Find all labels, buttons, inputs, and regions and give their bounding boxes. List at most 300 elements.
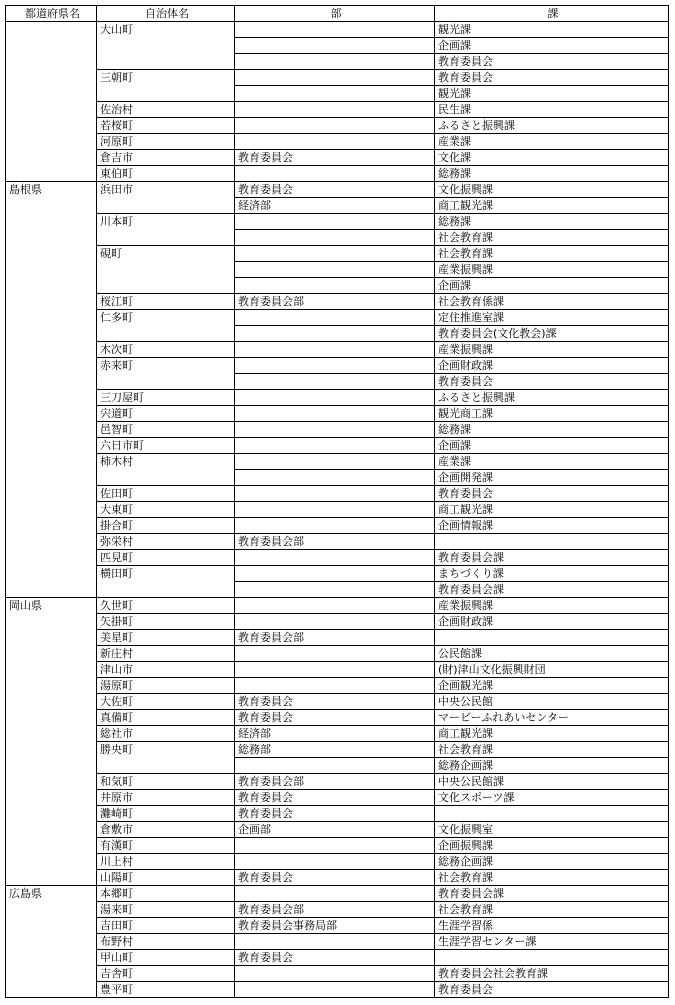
section-cell: 社会教育課 [435,246,669,262]
department-cell [235,486,435,502]
municipality-cell [97,470,235,486]
department-cell: 教育委員会部 [235,534,435,550]
section-cell: 教育委員会課 [435,886,669,902]
municipality-cell [97,278,235,294]
section-cell: 中央公民館課 [435,774,669,790]
section-cell: 教育委員会課 [435,550,669,566]
table-row [6,966,669,982]
department-cell [235,838,435,854]
section-cell: 企画振興課 [435,838,669,854]
department-cell: 教育委員会 [235,150,435,166]
table-row [6,390,669,406]
municipality-cell: 匹見町 [97,550,235,566]
table-row [6,790,669,806]
table-row [6,358,669,374]
prefecture-cell [6,662,97,678]
header-department: 部 [235,6,435,22]
municipality-cell [97,758,235,774]
municipality-cell [97,582,235,598]
prefecture-cell [6,678,97,694]
prefecture-cell [6,326,97,342]
prefecture-cell [6,166,97,182]
department-cell [235,438,435,454]
table-row [6,534,669,550]
municipality-cell: 大山町 [97,22,235,38]
department-cell [235,646,435,662]
table-row [6,630,669,646]
prefecture-cell [6,758,97,774]
department-cell [235,982,435,998]
department-cell: 教育委員会事務局部 [235,918,435,934]
department-cell: 教育委員会 [235,182,435,198]
department-cell [235,326,435,342]
municipality-cell: 真備町 [97,710,235,726]
table-row [6,22,669,38]
prefecture-cell [6,454,97,470]
municipality-cell: 浜田市 [97,182,235,198]
section-cell: 産業課 [435,134,669,150]
section-cell: 文化スポーツ課 [435,790,669,806]
section-cell: 文化振興室 [435,822,669,838]
prefecture-cell [6,550,97,566]
municipality-cell: 灘崎町 [97,806,235,822]
municipality-cell: 布野村 [97,934,235,950]
table-row [6,918,669,934]
department-cell: 教育委員会 [235,694,435,710]
section-cell: 教育委員会 [435,374,669,390]
prefecture-cell [6,518,97,534]
department-cell [235,342,435,358]
municipality-cell: 井原市 [97,790,235,806]
table-row [6,950,669,966]
prefecture-cell: 広島県 [6,886,97,902]
table-row [6,278,669,294]
table-row [6,70,669,86]
table-row [6,422,669,438]
prefecture-cell [6,278,97,294]
department-cell [235,230,435,246]
table-row [6,870,669,886]
table-row [6,118,669,134]
prefecture-cell [6,934,97,950]
table-row [6,86,669,102]
prefecture-cell [6,230,97,246]
section-cell: 観光課 [435,22,669,38]
prefecture-cell [6,790,97,806]
department-cell: 経済部 [235,726,435,742]
prefecture-cell [6,774,97,790]
department-cell [235,214,435,230]
table-row [6,502,669,518]
municipality-cell: 東伯町 [97,166,235,182]
municipality-cell [97,86,235,102]
department-cell [235,102,435,118]
table-row [6,182,669,198]
prefecture-cell [6,950,97,966]
department-cell [235,854,435,870]
prefecture-cell [6,630,97,646]
section-cell: マービーふれあいセンター [435,710,669,726]
section-cell: 社会教育課 [435,870,669,886]
prefecture-cell [6,438,97,454]
municipality-cell: 甲山町 [97,950,235,966]
table-row [6,742,669,758]
prefecture-cell [6,294,97,310]
municipality-cell: 木次町 [97,342,235,358]
section-cell: 総務課 [435,214,669,230]
section-cell: 産業振興課 [435,262,669,278]
section-cell: 総務課 [435,166,669,182]
municipality-cell: 三朝町 [97,70,235,86]
prefecture-cell [6,902,97,918]
municipality-cell [97,262,235,278]
department-cell [235,70,435,86]
table-row [6,758,669,774]
department-cell: 教育委員会 [235,806,435,822]
section-cell: 社会教育課 [435,902,669,918]
prefecture-cell [6,854,97,870]
department-cell [235,22,435,38]
table-body [6,22,669,998]
municipality-cell: 山陽町 [97,870,235,886]
municipality-cell: 有漢町 [97,838,235,854]
municipality-cell: 大佐町 [97,694,235,710]
department-cell: 教育委員会 [235,710,435,726]
department-cell [235,310,435,326]
municipality-cell: 掛合町 [97,518,235,534]
table-row [6,582,669,598]
prefecture-cell [6,374,97,390]
department-cell: 教育委員会 [235,790,435,806]
prefecture-cell [6,822,97,838]
section-cell [435,630,669,646]
table-row [6,886,669,902]
section-cell: 企画課 [435,438,669,454]
section-cell: 商工観光課 [435,198,669,214]
department-cell [235,134,435,150]
department-cell: 教育委員会部 [235,630,435,646]
section-cell: 教育委員会 [435,70,669,86]
prefecture-cell: 岡山県 [6,598,97,614]
prefecture-cell [6,982,97,998]
municipality-cell: 湯来町 [97,902,235,918]
table-row [6,198,669,214]
municipality-cell: 倉敷市 [97,822,235,838]
table-row [6,822,669,838]
department-cell [235,406,435,422]
section-cell: 観光商工課 [435,406,669,422]
department-cell: 教育委員会部 [235,294,435,310]
table-row [6,838,669,854]
department-cell [235,550,435,566]
section-cell: 教育委員会 [435,54,669,70]
municipality-cell: 大東町 [97,502,235,518]
municipality-cell: 新庄村 [97,646,235,662]
department-cell [235,470,435,486]
table-row [6,598,669,614]
section-cell: 定住推進室課 [435,310,669,326]
section-cell: 企画課 [435,38,669,54]
department-cell [235,886,435,902]
prefecture-cell [6,310,97,326]
section-cell: ふるさと振興課 [435,118,669,134]
section-cell: 文化振興課 [435,182,669,198]
section-cell: 生涯学習センター課 [435,934,669,950]
department-cell [235,358,435,374]
section-cell: 企画開発課 [435,470,669,486]
municipality-cell: 弥栄村 [97,534,235,550]
prefecture-cell [6,54,97,70]
municipality-cell: 久世町 [97,598,235,614]
prefecture-cell [6,870,97,886]
municipality-cell: 津山市 [97,662,235,678]
section-cell: 社会教育課 [435,230,669,246]
section-cell: 教育委員会課 [435,582,669,598]
header-prefecture: 都道府県名 [6,6,97,22]
prefecture-cell [6,966,97,982]
municipality-cell [97,374,235,390]
municipality-cell: 若桜町 [97,118,235,134]
department-cell [235,758,435,774]
department-cell [235,598,435,614]
prefecture-cell [6,422,97,438]
table-row [6,550,669,566]
municipality-cell: 仁多町 [97,310,235,326]
department-cell: 教育委員会 [235,870,435,886]
table-row [6,230,669,246]
department-cell [235,54,435,70]
prefecture-cell [6,134,97,150]
header-section: 課 [435,6,669,22]
department-cell [235,662,435,678]
department-cell [235,518,435,534]
municipality-cell: 本郷町 [97,886,235,902]
municipality-cell: 六日市町 [97,438,235,454]
prefecture-cell [6,614,97,630]
table-row [6,646,669,662]
section-cell [435,534,669,550]
municipality-cell: 吉田町 [97,918,235,934]
table-row [6,134,669,150]
department-cell [235,678,435,694]
prefecture-cell [6,246,97,262]
prefecture-cell [6,710,97,726]
prefecture-cell [6,694,97,710]
department-cell: 教育委員会部 [235,774,435,790]
table-row [6,854,669,870]
prefecture-cell [6,726,97,742]
table-row [6,294,669,310]
header-municipality: 自治体名 [97,6,235,22]
department-cell: 企画部 [235,822,435,838]
municipality-cell: 佐田町 [97,486,235,502]
table-row [6,374,669,390]
department-cell [235,38,435,54]
prefecture-cell [6,566,97,582]
table-row [6,806,669,822]
section-cell: 産業課 [435,454,669,470]
prefecture-cell [6,198,97,214]
section-cell: ふるさと振興課 [435,390,669,406]
municipality-cell: 硯町 [97,246,235,262]
prefecture-cell [6,22,97,38]
municipality-cell: 柿木村 [97,454,235,470]
data-table [5,5,669,998]
table-row [6,726,669,742]
table-row [6,486,669,502]
department-cell [235,566,435,582]
section-cell: 教育委員会(文化教会)課 [435,326,669,342]
section-cell: 教育委員会社会教育課 [435,966,669,982]
table-row [6,774,669,790]
table-row [6,662,669,678]
table-row [6,246,669,262]
prefecture-cell [6,486,97,502]
prefecture-cell [6,150,97,166]
section-cell: 教育委員会 [435,982,669,998]
table-row [6,54,669,70]
prefecture-cell [6,214,97,230]
municipality-cell: 川本町 [97,214,235,230]
department-cell [235,614,435,630]
department-cell [235,422,435,438]
table-row [6,934,669,950]
section-cell: 企画財政課 [435,358,669,374]
department-cell [235,502,435,518]
section-cell: 企画観光課 [435,678,669,694]
section-cell: 教育委員会 [435,486,669,502]
municipality-cell: 河原町 [97,134,235,150]
department-cell [235,934,435,950]
header-row [6,6,669,22]
table-row [6,262,669,278]
prefecture-cell [6,646,97,662]
table-row [6,614,669,630]
table-row [6,38,669,54]
section-cell: 産業振興課 [435,342,669,358]
prefecture-cell [6,342,97,358]
table-row [6,342,669,358]
prefecture-cell [6,70,97,86]
prefecture-cell [6,38,97,54]
department-cell [235,166,435,182]
section-cell: 公民館課 [435,646,669,662]
municipality-cell: 美星町 [97,630,235,646]
department-cell [235,262,435,278]
municipality-cell: 三刀屋町 [97,390,235,406]
prefecture-cell [6,358,97,374]
section-cell [435,806,669,822]
table-row [6,694,669,710]
municipality-cell: 佐治村 [97,102,235,118]
municipality-cell: 矢掛町 [97,614,235,630]
municipality-cell [97,326,235,342]
table-row [6,678,669,694]
section-cell: 企画財政課 [435,614,669,630]
table-row [6,438,669,454]
department-cell [235,454,435,470]
prefecture-cell [6,742,97,758]
section-cell: (財)津山文化振興財団 [435,662,669,678]
prefecture-cell [6,390,97,406]
table-row [6,326,669,342]
prefecture-cell [6,406,97,422]
section-cell: 観光課 [435,86,669,102]
section-cell [435,950,669,966]
section-cell: 生涯学習係 [435,918,669,934]
department-cell [235,246,435,262]
prefecture-cell [6,502,97,518]
department-cell: 教育委員会部 [235,902,435,918]
municipality-cell [97,230,235,246]
department-cell [235,390,435,406]
department-cell [235,118,435,134]
section-cell: 企画課 [435,278,669,294]
municipality-cell [97,198,235,214]
table-row [6,102,669,118]
table-row [6,166,669,182]
prefecture-cell: 島根県 [6,182,97,198]
table-row [6,406,669,422]
municipality-cell: 倉吉市 [97,150,235,166]
municipality-cell: 勝央町 [97,742,235,758]
prefecture-cell [6,118,97,134]
table-row [6,214,669,230]
section-cell: 総務企画課 [435,758,669,774]
table-row [6,454,669,470]
prefecture-cell [6,262,97,278]
section-cell: 産業振興課 [435,598,669,614]
section-cell: 社会教育課 [435,742,669,758]
table-row [6,710,669,726]
table-row [6,982,669,998]
prefecture-cell [6,806,97,822]
municipality-cell: 宍道町 [97,406,235,422]
section-cell: 中央公民館 [435,694,669,710]
table-row [6,518,669,534]
municipality-cell [97,38,235,54]
municipality-cell: 総社市 [97,726,235,742]
department-cell [235,582,435,598]
section-cell: 商工観光課 [435,502,669,518]
table-row [6,902,669,918]
prefecture-cell [6,470,97,486]
table-row [6,566,669,582]
department-cell: 総務部 [235,742,435,758]
department-cell: 経済部 [235,198,435,214]
municipality-cell: 赤来町 [97,358,235,374]
section-cell: 総務企画課 [435,854,669,870]
municipality-cell: 横田町 [97,566,235,582]
municipality-cell: 川上村 [97,854,235,870]
section-cell: 商工観光課 [435,726,669,742]
municipality-cell [97,54,235,70]
section-cell: 文化課 [435,150,669,166]
department-cell [235,86,435,102]
department-cell [235,966,435,982]
section-cell: 企画情報課 [435,518,669,534]
prefecture-cell [6,582,97,598]
table-row [6,310,669,326]
table-row [6,150,669,166]
section-cell: 民生課 [435,102,669,118]
prefecture-cell [6,534,97,550]
municipality-cell: 吉舎町 [97,966,235,982]
section-cell: まちづくり課 [435,566,669,582]
municipality-cell: 豊平町 [97,982,235,998]
table-row [6,470,669,486]
section-cell: 社会教育係課 [435,294,669,310]
